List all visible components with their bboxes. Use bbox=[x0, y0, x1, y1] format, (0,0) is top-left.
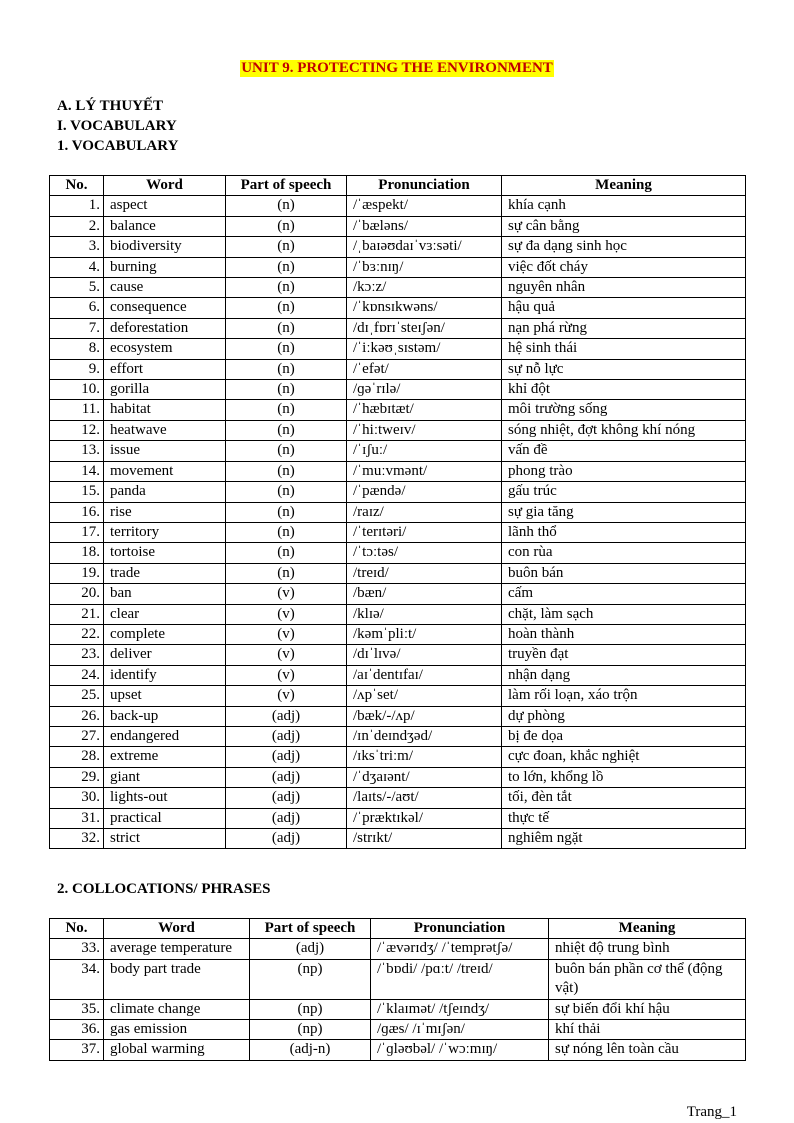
cell-part-of-speech: (n) bbox=[226, 318, 347, 338]
cell-part-of-speech: (n) bbox=[226, 278, 347, 298]
cell-pronunciation: /ˈterɪtəri/ bbox=[347, 522, 502, 542]
cell-no: 29. bbox=[50, 767, 104, 787]
cell-no: 22. bbox=[50, 624, 104, 644]
table-row bbox=[50, 767, 746, 787]
table-row bbox=[50, 959, 746, 999]
cell-no: 1. bbox=[50, 196, 104, 216]
cell-word: trade bbox=[104, 563, 226, 583]
cell-pronunciation: /ˈmuːvmənt/ bbox=[347, 461, 502, 481]
table-row bbox=[50, 584, 746, 604]
vocabulary-table bbox=[49, 175, 746, 849]
cell-meaning: lãnh thổ bbox=[502, 522, 746, 542]
cell-no: 6. bbox=[50, 298, 104, 318]
cell-pronunciation: /ˈiːkəʊˌsɪstəm/ bbox=[347, 339, 502, 359]
cell-part-of-speech: (n) bbox=[226, 502, 347, 522]
cell-no: 5. bbox=[50, 278, 104, 298]
cell-part-of-speech: (adj) bbox=[226, 706, 347, 726]
cell-no: 7. bbox=[50, 318, 104, 338]
cell-pronunciation: /ɡæs/ /ɪˈmɪʃən/ bbox=[371, 1020, 549, 1040]
table-row bbox=[50, 624, 746, 644]
cell-meaning: làm rối loạn, xáo trộn bbox=[502, 686, 746, 706]
cell-no: 3. bbox=[50, 237, 104, 257]
cell-meaning: sự nóng lên toàn cầu bbox=[549, 1040, 746, 1060]
cell-word: balance bbox=[104, 216, 226, 236]
cell-part-of-speech: (n) bbox=[226, 441, 347, 461]
cell-meaning: khỉ đột bbox=[502, 380, 746, 400]
table-row bbox=[50, 999, 746, 1019]
cell-meaning: to lớn, khổng lồ bbox=[502, 767, 746, 787]
cell-no: 36. bbox=[50, 1020, 104, 1040]
cell-word: deforestation bbox=[104, 318, 226, 338]
cell-no: 9. bbox=[50, 359, 104, 379]
column-header-meaning: Meaning bbox=[549, 919, 746, 939]
cell-part-of-speech: (adj) bbox=[250, 939, 371, 959]
cell-no: 10. bbox=[50, 380, 104, 400]
cell-pronunciation: /klɪə/ bbox=[347, 604, 502, 624]
cell-part-of-speech: (n) bbox=[226, 400, 347, 420]
cell-meaning: nguyên nhân bbox=[502, 278, 746, 298]
cell-no: 13. bbox=[50, 441, 104, 461]
cell-word: territory bbox=[104, 522, 226, 542]
cell-word: movement bbox=[104, 461, 226, 481]
cell-part-of-speech: (np) bbox=[250, 999, 371, 1019]
table-row bbox=[50, 665, 746, 685]
table-row bbox=[50, 645, 746, 665]
table-row bbox=[50, 298, 746, 318]
table-row bbox=[50, 482, 746, 502]
cell-part-of-speech: (n) bbox=[226, 196, 347, 216]
cell-part-of-speech: (v) bbox=[226, 624, 347, 644]
cell-no: 26. bbox=[50, 706, 104, 726]
cell-word: body part trade bbox=[104, 959, 250, 999]
cell-no: 15. bbox=[50, 482, 104, 502]
cell-pronunciation: /ˈbɜːnɪŋ/ bbox=[347, 257, 502, 277]
cell-pronunciation: /ˈbɒdi/ /pɑːt/ /treɪd/ bbox=[371, 959, 549, 999]
cell-pronunciation: /ˌbaɪəʊdaɪˈvɜːsəti/ bbox=[347, 237, 502, 257]
cell-no: 25. bbox=[50, 686, 104, 706]
cell-part-of-speech: (adj) bbox=[226, 747, 347, 767]
cell-part-of-speech: (adj) bbox=[226, 829, 347, 849]
cell-part-of-speech: (adj) bbox=[226, 788, 347, 808]
cell-meaning: sự cân bằng bbox=[502, 216, 746, 236]
cell-word: identify bbox=[104, 665, 226, 685]
cell-meaning: nạn phá rừng bbox=[502, 318, 746, 338]
cell-pronunciation: /ɪksˈtriːm/ bbox=[347, 747, 502, 767]
cell-word: ecosystem bbox=[104, 339, 226, 359]
collocations-table bbox=[49, 918, 746, 1061]
cell-meaning: hậu quả bbox=[502, 298, 746, 318]
section-heading-1: 1. VOCABULARY bbox=[57, 138, 179, 154]
cell-meaning: môi trường sống bbox=[502, 400, 746, 420]
cell-word: aspect bbox=[104, 196, 226, 216]
table-row bbox=[50, 939, 746, 959]
cell-part-of-speech: (adj-n) bbox=[250, 1040, 371, 1060]
cell-pronunciation: /ˈhiːtweɪv/ bbox=[347, 420, 502, 440]
cell-word: endangered bbox=[104, 726, 226, 746]
cell-no: 8. bbox=[50, 339, 104, 359]
cell-word: extreme bbox=[104, 747, 226, 767]
cell-no: 4. bbox=[50, 257, 104, 277]
cell-word: rise bbox=[104, 502, 226, 522]
column-header-no: No. bbox=[50, 176, 104, 196]
cell-meaning: sự gia tăng bbox=[502, 502, 746, 522]
table-row bbox=[50, 604, 746, 624]
cell-meaning: vấn đề bbox=[502, 441, 746, 461]
cell-word: consequence bbox=[104, 298, 226, 318]
page-title: UNIT 9. PROTECTING THE ENVIRONMENT bbox=[241, 60, 553, 76]
cell-no: 30. bbox=[50, 788, 104, 808]
cell-word: gorilla bbox=[104, 380, 226, 400]
cell-no: 32. bbox=[50, 829, 104, 849]
cell-meaning: gấu trúc bbox=[502, 482, 746, 502]
cell-pronunciation: /dɪˌfɒrɪˈsteɪʃən/ bbox=[347, 318, 502, 338]
cell-pronunciation: /ˈklaɪmət/ /tʃeɪndʒ/ bbox=[371, 999, 549, 1019]
cell-word: tortoise bbox=[104, 543, 226, 563]
cell-meaning: khí thải bbox=[549, 1020, 746, 1040]
cell-word: upset bbox=[104, 686, 226, 706]
cell-meaning: sóng nhiệt, đợt không khí nóng bbox=[502, 420, 746, 440]
cell-word: back-up bbox=[104, 706, 226, 726]
table-row bbox=[50, 502, 746, 522]
cell-meaning: dự phòng bbox=[502, 706, 746, 726]
table-row bbox=[50, 543, 746, 563]
cell-no: 14. bbox=[50, 461, 104, 481]
cell-pronunciation: /ɪnˈdeɪndʒəd/ bbox=[347, 726, 502, 746]
column-header-pronunciation: Pronunciation bbox=[347, 176, 502, 196]
cell-meaning: tối, đèn tắt bbox=[502, 788, 746, 808]
table-row bbox=[50, 563, 746, 583]
cell-meaning: buôn bán phần cơ thể (động vật) bbox=[549, 959, 746, 999]
cell-no: 11. bbox=[50, 400, 104, 420]
cell-meaning: nhận dạng bbox=[502, 665, 746, 685]
cell-word: global warming bbox=[104, 1040, 250, 1060]
column-header-word: Word bbox=[104, 176, 226, 196]
cell-word: panda bbox=[104, 482, 226, 502]
cell-part-of-speech: (adj) bbox=[226, 726, 347, 746]
cell-word: issue bbox=[104, 441, 226, 461]
cell-meaning: sự nỗ lực bbox=[502, 359, 746, 379]
table-header-row bbox=[50, 176, 746, 196]
cell-no: 27. bbox=[50, 726, 104, 746]
cell-pronunciation: /dɪˈlɪvə/ bbox=[347, 645, 502, 665]
cell-part-of-speech: (n) bbox=[226, 522, 347, 542]
cell-part-of-speech: (v) bbox=[226, 645, 347, 665]
table-row bbox=[50, 522, 746, 542]
cell-pronunciation: /ˈefət/ bbox=[347, 359, 502, 379]
cell-part-of-speech: (n) bbox=[226, 380, 347, 400]
cell-no: 2. bbox=[50, 216, 104, 236]
column-header-meaning: Meaning bbox=[502, 176, 746, 196]
cell-word: ban bbox=[104, 584, 226, 604]
cell-word: cause bbox=[104, 278, 226, 298]
table-row bbox=[50, 461, 746, 481]
cell-part-of-speech: (v) bbox=[226, 686, 347, 706]
cell-pronunciation: /laɪts/-/aʊt/ bbox=[347, 788, 502, 808]
cell-no: 31. bbox=[50, 808, 104, 828]
cell-no: 33. bbox=[50, 939, 104, 959]
cell-part-of-speech: (n) bbox=[226, 339, 347, 359]
cell-part-of-speech: (n) bbox=[226, 359, 347, 379]
table-row bbox=[50, 441, 746, 461]
section-heading-i: I. VOCABULARY bbox=[57, 118, 177, 134]
table-row bbox=[50, 686, 746, 706]
cell-pronunciation: /aɪˈdentɪfaɪ/ bbox=[347, 665, 502, 685]
cell-no: 18. bbox=[50, 543, 104, 563]
cell-meaning: nhiệt độ trung bình bbox=[549, 939, 746, 959]
column-header-word: Word bbox=[104, 919, 250, 939]
column-header-pos: Part of speech bbox=[250, 919, 371, 939]
cell-pronunciation: /raɪz/ bbox=[347, 502, 502, 522]
cell-word: biodiversity bbox=[104, 237, 226, 257]
cell-pronunciation: /ˈpændə/ bbox=[347, 482, 502, 502]
table-row bbox=[50, 1020, 746, 1040]
cell-word: strict bbox=[104, 829, 226, 849]
cell-part-of-speech: (n) bbox=[226, 461, 347, 481]
table-row bbox=[50, 339, 746, 359]
cell-pronunciation: /bæk/-/ʌp/ bbox=[347, 706, 502, 726]
cell-pronunciation: /ˈbæləns/ bbox=[347, 216, 502, 236]
cell-pronunciation: /ɡəˈrɪlə/ bbox=[347, 380, 502, 400]
cell-meaning: cực đoan, khắc nghiệt bbox=[502, 747, 746, 767]
cell-part-of-speech: (n) bbox=[226, 216, 347, 236]
cell-word: average temperature bbox=[104, 939, 250, 959]
cell-word: burning bbox=[104, 257, 226, 277]
cell-pronunciation: /ˈɪʃuː/ bbox=[347, 441, 502, 461]
cell-word: giant bbox=[104, 767, 226, 787]
table-row bbox=[50, 420, 746, 440]
cell-word: practical bbox=[104, 808, 226, 828]
cell-word: clear bbox=[104, 604, 226, 624]
cell-meaning: sự biến đổi khí hậu bbox=[549, 999, 746, 1019]
table-row bbox=[50, 808, 746, 828]
table-row bbox=[50, 788, 746, 808]
cell-pronunciation: /ˈkɒnsɪkwəns/ bbox=[347, 298, 502, 318]
table-row bbox=[50, 216, 746, 236]
cell-pronunciation: /ˈdʒaɪənt/ bbox=[347, 767, 502, 787]
cell-part-of-speech: (n) bbox=[226, 543, 347, 563]
cell-pronunciation: /ˈhæbɪtæt/ bbox=[347, 400, 502, 420]
cell-word: heatwave bbox=[104, 420, 226, 440]
section-heading-2: 2. COLLOCATIONS/ PHRASES bbox=[57, 881, 271, 897]
cell-pronunciation: /treɪd/ bbox=[347, 563, 502, 583]
cell-part-of-speech: (n) bbox=[226, 237, 347, 257]
cell-meaning: sự đa dạng sinh học bbox=[502, 237, 746, 257]
cell-word: deliver bbox=[104, 645, 226, 665]
cell-meaning: chặt, làm sạch bbox=[502, 604, 746, 624]
column-header-pos: Part of speech bbox=[226, 176, 347, 196]
cell-meaning: buôn bán bbox=[502, 563, 746, 583]
table-row bbox=[50, 726, 746, 746]
cell-no: 37. bbox=[50, 1040, 104, 1060]
section-heading-a: A. LÝ THUYẾT bbox=[57, 98, 163, 114]
cell-word: complete bbox=[104, 624, 226, 644]
cell-pronunciation: /bæn/ bbox=[347, 584, 502, 604]
column-header-pronunciation: Pronunciation bbox=[371, 919, 549, 939]
cell-part-of-speech: (adj) bbox=[226, 767, 347, 787]
cell-word: lights-out bbox=[104, 788, 226, 808]
table-row bbox=[50, 359, 746, 379]
cell-word: climate change bbox=[104, 999, 250, 1019]
cell-meaning: con rùa bbox=[502, 543, 746, 563]
cell-part-of-speech: (v) bbox=[226, 665, 347, 685]
cell-pronunciation: /ˈɡləʊbəl/ /ˈwɔːmɪŋ/ bbox=[371, 1040, 549, 1060]
cell-part-of-speech: (n) bbox=[226, 420, 347, 440]
cell-part-of-speech: (n) bbox=[226, 298, 347, 318]
cell-meaning: hoàn thành bbox=[502, 624, 746, 644]
cell-part-of-speech: (v) bbox=[226, 584, 347, 604]
cell-meaning: bị đe dọa bbox=[502, 726, 746, 746]
page-number: Trang_1 bbox=[686, 1104, 737, 1120]
cell-pronunciation: /ˈtɔːtəs/ bbox=[347, 543, 502, 563]
table-row bbox=[50, 400, 746, 420]
cell-meaning: khía cạnh bbox=[502, 196, 746, 216]
cell-no: 28. bbox=[50, 747, 104, 767]
cell-pronunciation: /kəmˈpliːt/ bbox=[347, 624, 502, 644]
cell-part-of-speech: (n) bbox=[226, 563, 347, 583]
column-header-no: No. bbox=[50, 919, 104, 939]
table-row bbox=[50, 318, 746, 338]
cell-no: 35. bbox=[50, 999, 104, 1019]
cell-pronunciation: /ˈæspekt/ bbox=[347, 196, 502, 216]
table-row bbox=[50, 257, 746, 277]
cell-no: 17. bbox=[50, 522, 104, 542]
cell-no: 21. bbox=[50, 604, 104, 624]
cell-part-of-speech: (adj) bbox=[226, 808, 347, 828]
table-row bbox=[50, 747, 746, 767]
cell-pronunciation: /ˈpræktɪkəl/ bbox=[347, 808, 502, 828]
cell-no: 34. bbox=[50, 959, 104, 999]
cell-pronunciation: /ˈævərɪdʒ/ /ˈtemprətʃə/ bbox=[371, 939, 549, 959]
cell-meaning: thực tế bbox=[502, 808, 746, 828]
cell-pronunciation: /strɪkt/ bbox=[347, 829, 502, 849]
cell-meaning: truyền đạt bbox=[502, 645, 746, 665]
cell-no: 19. bbox=[50, 563, 104, 583]
table-header-row bbox=[50, 919, 746, 939]
cell-meaning: việc đốt cháy bbox=[502, 257, 746, 277]
cell-meaning: hệ sinh thái bbox=[502, 339, 746, 359]
table-row bbox=[50, 1040, 746, 1060]
cell-part-of-speech: (n) bbox=[226, 482, 347, 502]
cell-word: gas emission bbox=[104, 1020, 250, 1040]
cell-meaning: phong trào bbox=[502, 461, 746, 481]
table-row bbox=[50, 278, 746, 298]
table-row bbox=[50, 829, 746, 849]
table-row bbox=[50, 380, 746, 400]
cell-pronunciation: /ʌpˈset/ bbox=[347, 686, 502, 706]
table-row bbox=[50, 196, 746, 216]
table-row bbox=[50, 237, 746, 257]
cell-part-of-speech: (n) bbox=[226, 257, 347, 277]
cell-part-of-speech: (v) bbox=[226, 604, 347, 624]
cell-pronunciation: /kɔːz/ bbox=[347, 278, 502, 298]
cell-part-of-speech: (np) bbox=[250, 959, 371, 999]
cell-no: 16. bbox=[50, 502, 104, 522]
cell-no: 20. bbox=[50, 584, 104, 604]
cell-word: habitat bbox=[104, 400, 226, 420]
cell-meaning: nghiêm ngặt bbox=[502, 829, 746, 849]
cell-no: 12. bbox=[50, 420, 104, 440]
cell-no: 24. bbox=[50, 665, 104, 685]
table-row bbox=[50, 706, 746, 726]
cell-meaning: cấm bbox=[502, 584, 746, 604]
cell-word: effort bbox=[104, 359, 226, 379]
cell-part-of-speech: (np) bbox=[250, 1020, 371, 1040]
cell-no: 23. bbox=[50, 645, 104, 665]
